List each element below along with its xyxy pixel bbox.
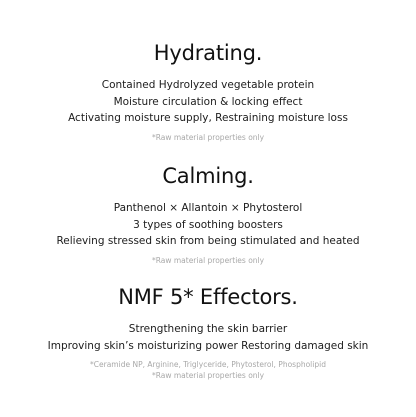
- section-title: Calming.: [162, 164, 254, 188]
- footnote: *Ceramide NP, Arginine, Triglyceride, Phytosterol, Phospholipid: [90, 360, 326, 369]
- section-body: [0, 200, 416, 250]
- body-line: Improving skin’s moisturizing power Restoring damaged skin: [47, 339, 369, 352]
- footnote: *Raw material properties only: [151, 255, 265, 265]
- footnote: *Raw material properties only: [151, 371, 265, 380]
- body-line: Contained Hydrolyzed vegetable protein: [101, 79, 315, 91]
- section-title: Hydrating.: [153, 41, 263, 65]
- section-calming: [0, 163, 416, 266]
- body-line: Moisture circulation & locking effect: [113, 95, 303, 108]
- body-line: 3 types of soothing boosters: [133, 218, 283, 231]
- section-body: [0, 321, 416, 354]
- body-line: Activating moisture supply, Restraining moisture loss: [68, 112, 348, 124]
- body-line: Strengthening the skin barrier: [128, 323, 288, 335]
- section-body: [0, 77, 416, 127]
- section-title: NMF 5* Effectors.: [118, 285, 298, 309]
- section-hydrating: [0, 40, 416, 143]
- footnote: *Raw material properties only: [151, 132, 265, 142]
- body-line: Panthenol × Allantoin × Phytosterol: [113, 202, 303, 214]
- body-line: Relieving stressed skin from being stimulated and heated: [56, 235, 360, 247]
- section-nmf-effectors: [0, 284, 416, 381]
